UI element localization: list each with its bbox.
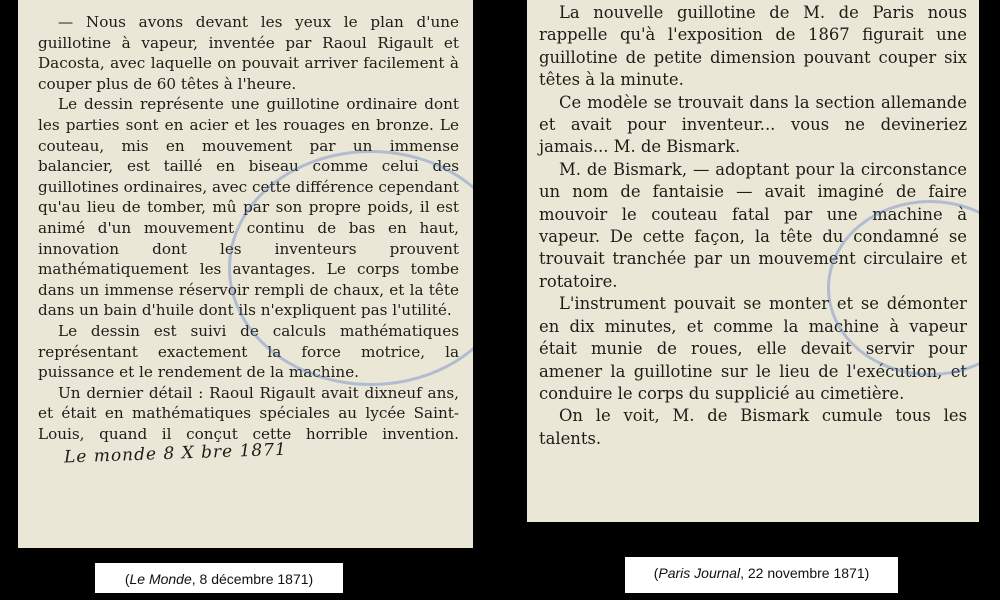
article-paragraph: On le voit, M. de Bismark cumule tous les talents. [539, 406, 967, 448]
caption-open: ( [653, 565, 659, 581]
article-paragraph: — Nous avons devant les yeux le plan d'une guillotine à vapeur, inventée par Raoul Rigault et Dacosta, avec laquelle on pouvait arriver facilement à couper plus de 60 têtes à l'heure. [38, 13, 459, 93]
le-monde-clipping [18, 0, 473, 548]
article-paragraph: Le dessin représente une guillotine ordinaire dont les parties sont en acier et les rouages en bronze. Le couteau, mis en mouvement par un immense balancier, est taillé en biseau comme celui des guillotines ordinaires, avec cette différence cependant qu'au lieu de tomber, mû par son propre poids, il est animé d'un mouvement continu de bas en haut, innovation dont les inventeurs prouvent mathématiquement les avantages. Le corps tombe dans un immense réservoir rempli de chaux, et la tête dans un bain d'huile dont ils n'expliquent pas l'utilité. [38, 95, 459, 320]
caption-paris-journal [625, 557, 898, 593]
handwritten-note: Le monde 8 X bre 1871 [63, 440, 288, 469]
caption-open: ( [124, 571, 130, 587]
caption-date: , 22 novembre 1871) [740, 565, 870, 581]
article-paragraph: La nouvelle guillotine de M. de Paris nous rappelle qu'à l'exposition de 1867 figurait une guillotine de petite dimension pouvant couper six têtes à la minute. [539, 3, 967, 90]
paris-journal-clipping [527, 0, 979, 522]
caption-source: Le Monde [129, 571, 192, 587]
article-paragraph [38, 383, 459, 469]
article-paragraph: Le dessin est suivi de calculs mathématiques représentant exactement la force motrice, la puissance et le rendement de la machine. [38, 321, 459, 382]
caption-le-monde [95, 563, 343, 593]
article-paragraph: M. de Bismark, — adoptant pour la circonstance un nom de fantaisie — avait imaginé de faire mouvoir le couteau fatal par une machine à vapeur. De cette façon, la tête du condamné se trouvait tranchée par un mouvement circulaire et rotatoire. [539, 159, 967, 291]
caption-source: Paris Journal [658, 565, 741, 581]
article-paragraph-text: Un dernier détail : Raoul Rigault avait dixneuf ans, et était en mathématiques spéciales au lycée Saint-Louis, quand il conçut cette horrible invention. [38, 383, 459, 443]
caption-date: , 8 décembre 1871) [191, 571, 314, 587]
article-paragraph: Ce modèle se trouvait dans la section allemande et avait pour inventeur... vous ne devineriez jamais... M. de Bismark. [539, 92, 967, 157]
article-paragraph: L'instrument pouvait se monter et se démonter en dix minutes, et comme la machine à vapeur était munie de roues, elle devait servir pour amener la guillotine sur le lieu de l'exécution, et conduire le corps du supplicié au cimetière. [539, 294, 967, 403]
